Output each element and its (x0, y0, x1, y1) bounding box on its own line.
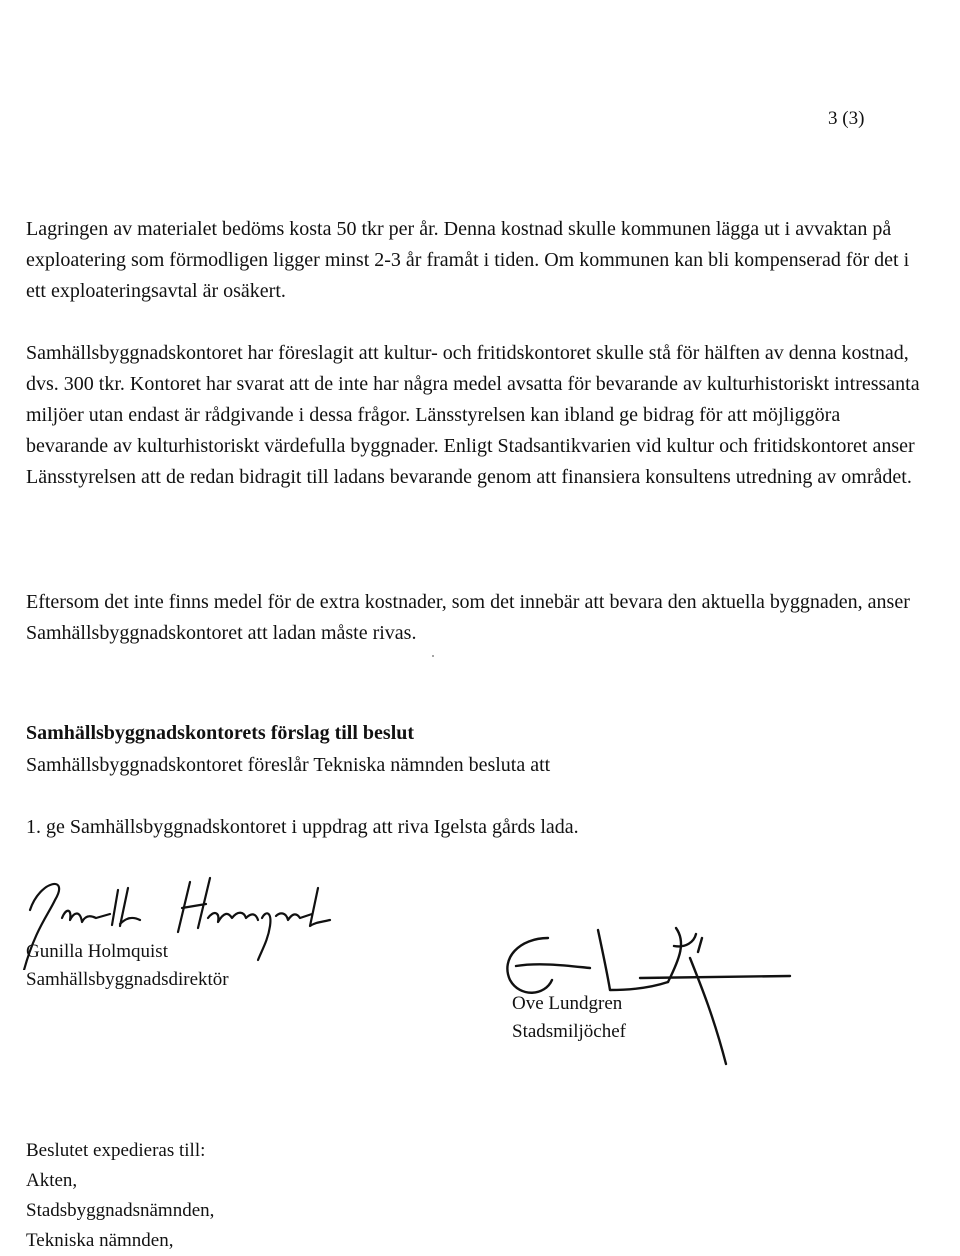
signatory-name: Gunilla Holmquist (26, 941, 168, 962)
paragraph-funding: Samhällsbyggnadskontoret har föreslagit att kultur- och fritidskontoret skulle stå för hälften av denna kostnad, dvs. 300 tkr. Kontoret har svarat att de inte har några medel avsatta för bevarande av kulturhistoriskt intressanta miljöer utan endast är rådgivande i dessa frågor. Länsstyrelsen kan ibland ge bidrag för att möjliggöra bevarande av kulturhistoriskt värdefulla byggnader. Enligt Stadsantikvarien vid kultur och fritidskontoret anser Länsstyrelsen att de redan bidragit till ladans bevarande genom att finansiera konsultens utredning av området. (26, 342, 920, 488)
stray-dot (432, 655, 434, 657)
page-number: 3 (3) (828, 108, 865, 129)
signatory-title: Stadsmiljöchef (512, 1021, 626, 1042)
signatory-name: Ove Lundgren (512, 993, 623, 1014)
proposal-intro: Samhällsbyggnadskontoret föreslår Tekniska nämnden besluta att (26, 754, 551, 776)
distribution-recipient: Stadsbyggnadsnämnden, (26, 1200, 215, 1221)
signatory-lundgren (512, 990, 626, 1046)
distribution-label: Beslutet expedieras till: (26, 1140, 206, 1161)
signatory-title: Samhällsbyggnadsdirektör (26, 969, 229, 990)
paragraph-conclusion: Eftersom det inte finns medel för de extra kostnader, som det innebär att bevara den aktuella byggnaden, anser Samhällsbyggnadskontoret att ladan måste rivas. (26, 591, 910, 644)
paragraph-storage-cost: Lagringen av materialet bedöms kosta 50 tkr per år. Denna kostnad skulle kommunen lägga ut i avvaktan på exploatering som förmodligen ligger minst 2-3 år framåt i tiden. Om kommunen kan bli kompenserad för det i ett exploateringsavtal är osäkert. (26, 218, 910, 302)
distribution-recipient: Akten, (26, 1170, 78, 1191)
proposal-heading: Samhällsbyggnadskontorets förslag till beslut (26, 722, 415, 744)
signatory-holmquist (26, 938, 229, 994)
distribution-recipient: Tekniska nämnden, (26, 1230, 174, 1251)
distribution-list (26, 1136, 214, 1256)
proposal-item: 1. ge Samhällsbyggnadskontoret i uppdrag att riva Igelsta gårds lada. (26, 816, 579, 838)
